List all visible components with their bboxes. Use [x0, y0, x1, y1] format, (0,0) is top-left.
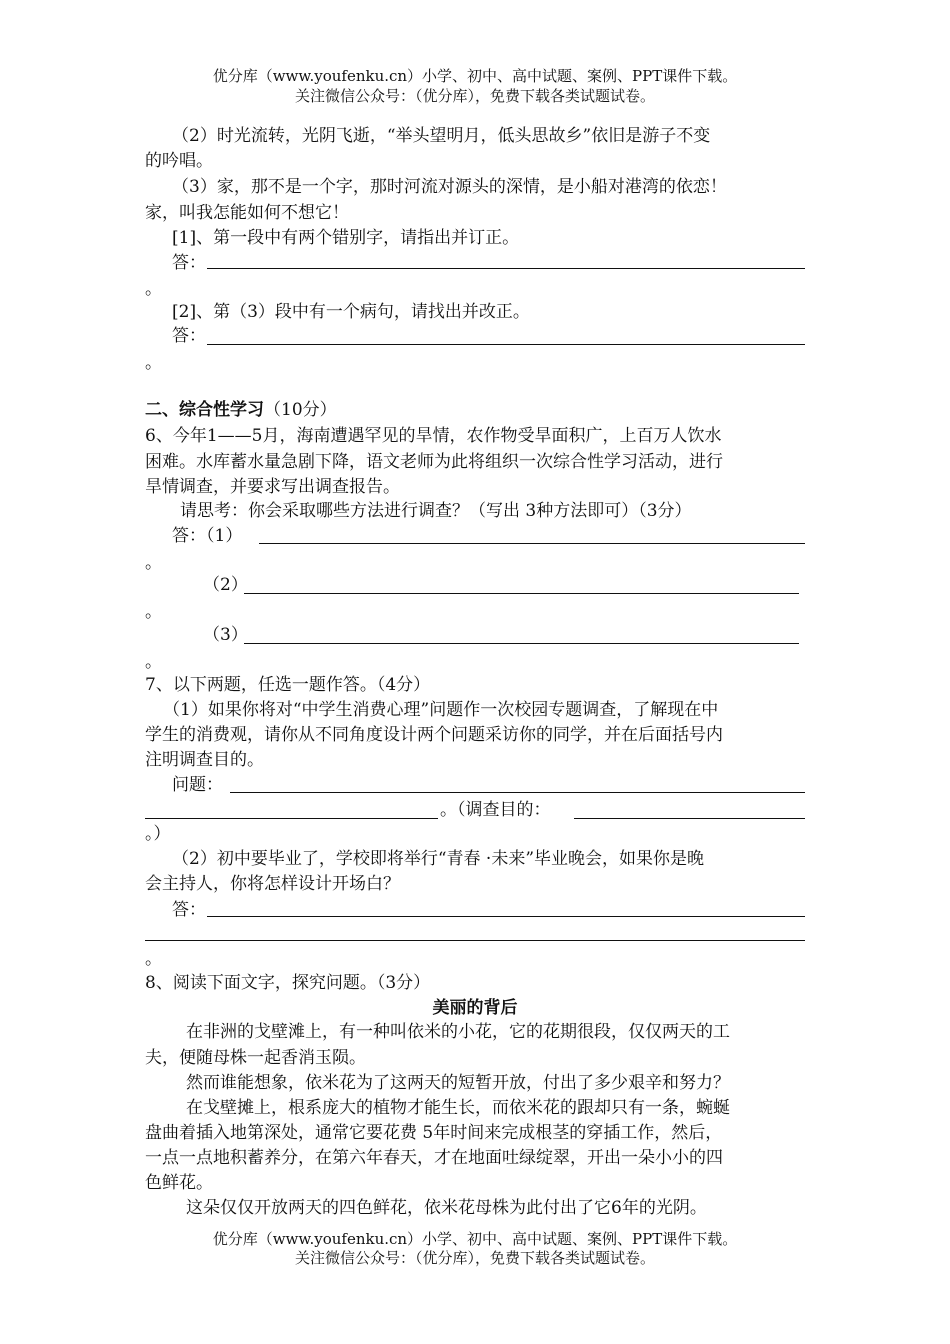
question-2-end: 。	[145, 353, 162, 373]
question-6-line-2: 困难。水库蓄水量急剧下降，语文老师为此将组织一次综合性学习活动，进行	[145, 452, 723, 472]
paragraph-2-line-2: 的吟唱。	[145, 151, 213, 171]
section-score: （10分）	[264, 400, 337, 420]
question-6-answer-1-line[interactable]	[259, 543, 805, 544]
passage-p4: 这朵仅仅开放两天的四色鲜花，依米花母株为此付出了它6年的光阴。	[186, 1198, 707, 1218]
question-7-1-line-3: 注明调查目的。	[145, 750, 264, 770]
question-6-answer-3-end: 。	[145, 652, 162, 672]
passage-p2: 然而谁能想象，依米花为了这两天的短暂开放，付出了多少艰辛和努力？	[186, 1073, 730, 1093]
question-7-purpose-line[interactable]	[574, 818, 805, 819]
footer-line-1: 优分库（www.youfenku.cn）小学、初中、高中试题、案例、PPT课件下载。	[212, 1230, 738, 1248]
header-line-1: 优分库（www.youfenku.cn）小学、初中、高中试题、案例、PPT课件下载。	[212, 67, 738, 85]
passage-p3-line-3: 一点一点地积蓄养分，在第六年春天，才在地面吐绿绽翠，开出一朵小小的四	[145, 1148, 723, 1168]
question-7-2-line-2: 会主持人，你将怎样设计开场白？	[145, 874, 400, 894]
question-7-purpose-label: 。（调查目的：	[440, 800, 551, 820]
paragraph-3-line-2: 家，叫我怎能如何不想它！	[145, 203, 349, 223]
passage-p1-line-1: 在非洲的戈壁滩上，有一种叫依米的小花，它的花期很段，仅仅两天的工	[186, 1022, 730, 1042]
footer-line-2: 关注微信公众号：（优分库），免费下载各类试题试卷。	[294, 1249, 655, 1267]
question-7-2-line-1: （2）初中要毕业了，学校即将举行“青春 ·未来”毕业晚会，如果你是晚	[172, 849, 705, 869]
paragraph-3-line-1: （3）家，那不是一个字，那时河流对源头的深情，是小船对港湾的依恋！	[172, 177, 727, 197]
question-7-question-label: 问题：	[172, 775, 223, 795]
question-7-answer-line-1[interactable]	[207, 916, 805, 917]
question-2-answer-line[interactable]	[207, 344, 805, 345]
section-heading	[145, 398, 337, 422]
question-6-answer-2-line[interactable]	[244, 593, 799, 594]
section-heading-text: 二、综合性学习	[145, 400, 264, 420]
question-6-answer-2-label: （2）	[203, 575, 248, 595]
question-7-end: 。	[145, 949, 162, 969]
question-1: [1]、第一段中有两个错别字，请指出并订正。	[172, 228, 520, 248]
passage-p3-line-4: 色鲜花。	[145, 1173, 213, 1193]
question-6-line-1: 6、今年1——5月，海南遭遇罕见的旱情，农作物受旱面积广，上百万人饮水	[145, 426, 722, 446]
question-8: 8、阅读下面文字，探究问题。（3分）	[145, 973, 431, 993]
question-6-line-3: 旱情调查，并要求写出调查报告。	[145, 477, 400, 497]
paragraph-2-line-1: （2）时光流转，光阴飞逝，“举头望明月，低头思故乡”依旧是游子不变	[172, 126, 711, 146]
question-1-answer-label: 答：	[172, 253, 206, 273]
question-7-question-line-2[interactable]	[145, 818, 438, 819]
question-1-answer-line[interactable]	[207, 268, 805, 269]
question-7-answer-label: 答：	[172, 900, 206, 920]
question-6-prompt: 请思考：你会采取哪些方法进行调查？（写出 3种方法即可）（3分）	[180, 501, 692, 521]
question-7-1-line-2: 学生的消费观，请你从不同角度设计两个问题采访你的同学，并在后面括号内	[145, 725, 723, 745]
question-2: [2]、第（3）段中有一个病句，请找出并改正。	[172, 302, 530, 322]
question-6-answer-1-label: 答：（1）	[172, 526, 243, 546]
question-6-answer-2-end: 。	[145, 602, 162, 622]
question-6-answer-1-end: 。	[145, 553, 162, 573]
question-6-answer-3-line[interactable]	[244, 643, 799, 644]
question-1-end: 。	[145, 279, 162, 299]
passage-p3-line-2: 盘曲着插入地第深处，通常它要花费 5年时间来完成根茎的穿插工作，然后，	[145, 1123, 723, 1143]
header-line-2: 关注微信公众号：（优分库），免费下载各类试题试卷。	[294, 87, 655, 105]
passage-p3-line-1: 在戈壁摊上，根系庞大的植物才能生长，而依米花的跟却只有一条，蜿蜒	[186, 1098, 730, 1118]
question-7-close: 。）	[145, 824, 171, 844]
passage-p1-line-2: 夫，便随母株一起香消玉陨。	[145, 1048, 366, 1068]
question-7-answer-line-2[interactable]	[145, 940, 805, 941]
passage-title: 美丽的背后	[432, 998, 518, 1018]
question-7: 7、以下两题，任选一题作答。（4分）	[145, 675, 431, 695]
question-7-question-line-1[interactable]	[230, 792, 805, 793]
question-7-1-line-1: （1）如果你将对“中学生消费心理”问题作一次校园专题调查，了解现在中	[163, 700, 719, 720]
question-2-answer-label: 答：	[172, 326, 206, 346]
question-6-answer-3-label: （3）	[203, 625, 248, 645]
